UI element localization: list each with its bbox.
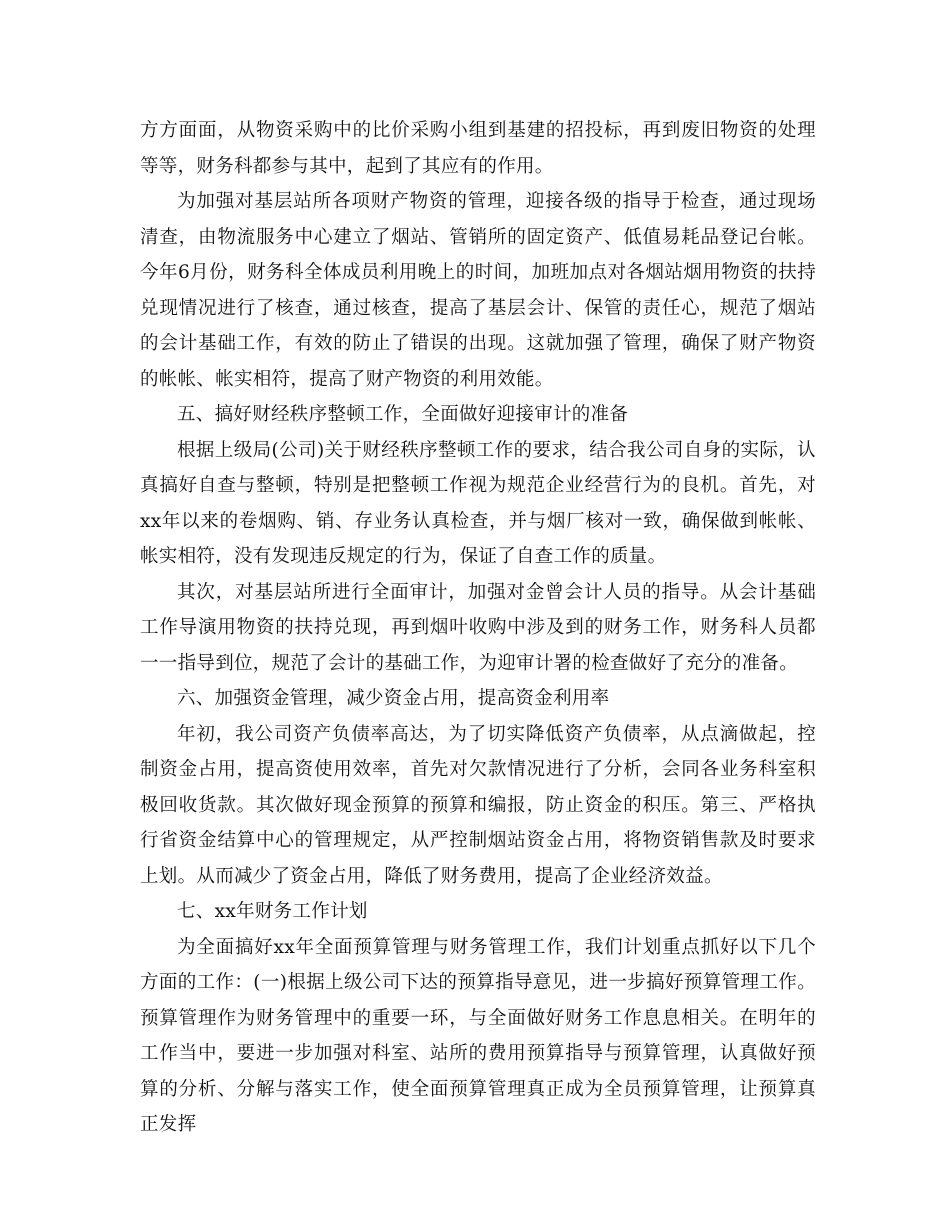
section-heading-7: 七、xx年财务工作计划 bbox=[177, 901, 368, 922]
paragraph-continuation: 方方面面，从物资采购中的比价采购小组到基建的招投标，再到废旧物资的处理等等，财务科都参与其中，起到了其应有的作用。 bbox=[140, 120, 816, 177]
section-heading-6: 六、加强资金管理，减少资金占用，提高资金利用率 bbox=[177, 688, 610, 709]
section-heading-5: 五、搞好财经秩序整顿工作，全面做好迎接审计的准备 bbox=[177, 404, 629, 425]
document-page bbox=[140, 113, 816, 1143]
paragraph-asset-management: 为加强对基层站所各项财产物资的管理，迎接各级的指导于检查，通过现场清查，由物流服务中心建立了烟站、管销所的固定资产、低值易耗品登记台帐。今年6月份，财务科全体成员利用晚上的时间，加班加点对各烟站烟用物资的扶持兑现情况进行了核查，通过核查，提高了基层会计、保管的责任心，规范了烟站的会计基础工作，有效的防止了错误的出现。这就加强了管理，确保了财产物资的帐帐、帐实相符，提高了财产物资的利用效能。 bbox=[140, 191, 816, 390]
paragraph-self-inspection: 根据上级局(公司)关于财经秩序整顿工作的要求，结合我公司自身的实际，认真搞好自查与整顿，特别是把整顿工作视为规范企业经营行为的良机。首先，对xx年以来的卷烟购、销、存业务认真检查，并与烟厂核对一致，确保做到帐帐、帐实相符，没有发现违反规定的行为，保证了自查工作的质量。 bbox=[140, 439, 816, 567]
paragraph-audit-guidance: 其次，对基层站所进行全面审计，加强对金曾会计人员的指导。从会计基础工作导演用物资的扶持兑现，再到烟叶收购中涉及到的财务工作，财务科人员都一一指导到位，规范了会计的基础工作，为迎审计署的检查做好了充分的准备。 bbox=[140, 581, 816, 674]
paragraph-work-plan: 为全面搞好xx年全面预算管理与财务管理工作，我们计划重点抓好以下几个方面的工作：(一)根据上级公司下达的预算指导意见，进一步搞好预算管理工作。预算管理作为财务管理中的重要一环，与全面做好财务工作息息相关。在明年的工作当中，要进一步加强对科室、站所的费用预算指导与预算管理，认真做好预算的分析、分解与落实工作，使全面预算管理真正成为全员预算管理，让预算真正发挥 bbox=[140, 936, 816, 1135]
paragraph-fund-management: 年初，我公司资产负债率高达，为了切实降低资产负债率，从点滴做起，控制资金占用，提高资使用效率，首先对欠款情况进行了分析，会同各业务科室积极回收货款。其次做好现金预算的预算和编报，防止资金的积压。第三、严格执行省资金结算中心的管理规定，从严控制烟站资金占用，将物资销售款及时要求上划。从而减少了资金占用，降低了财务费用，提高了企业经济效益。 bbox=[140, 723, 816, 887]
